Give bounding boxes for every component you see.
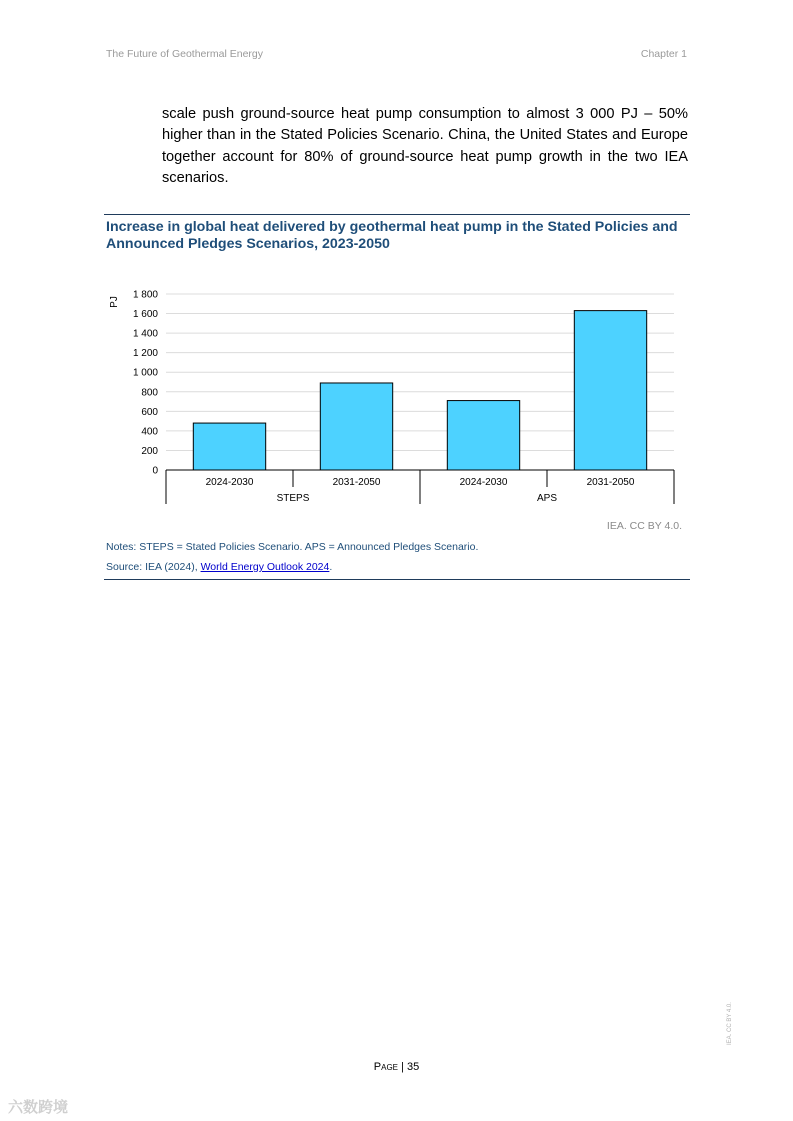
- y-tick-label: 800: [141, 387, 158, 399]
- figure-notes: Notes: STEPS = Stated Policies Scenario. APS = Announced Pledges Scenario.: [106, 541, 479, 553]
- running-header-chapter: Chapter 1: [640, 48, 687, 60]
- page-footer: Page | 35: [373, 1061, 420, 1073]
- body-paragraph: scale push ground-source heat pump consumption to almost 3 000 PJ – 50% higher than in the Stated Policies Scenario. China, the United States and Europe together account for 80% of ground-source heat pump growth in the two IEA scenarios.: [162, 106, 688, 186]
- source-suffix: .: [329, 561, 333, 573]
- x-tick-label: 2024-2030: [459, 477, 508, 488]
- bar-chart: [100, 280, 690, 515]
- y-tick-label: 400: [141, 426, 158, 438]
- bar: [574, 311, 646, 470]
- bar: [447, 401, 519, 470]
- y-tick-label: 1 200: [132, 348, 158, 360]
- y-tick-label: 600: [141, 406, 158, 418]
- figure-bottom-rule: [104, 579, 690, 580]
- figure-source: [106, 561, 332, 573]
- y-axis-label: PJ: [109, 296, 120, 308]
- x-tick-label: 2031-2050: [332, 477, 381, 488]
- y-tick-label: 200: [141, 445, 158, 457]
- x-tick-label: 2024-2030: [205, 477, 254, 488]
- watermark: 六数跨境: [8, 1099, 69, 1116]
- figure-top-rule: [104, 214, 690, 215]
- source-link[interactable]: World Energy Outlook 2024: [200, 561, 330, 573]
- figure-credit: IEA. CC BY 4.0.: [606, 520, 682, 532]
- source-prefix: Source: IEA (2024),: [106, 561, 201, 573]
- y-tick-label: 1 400: [132, 328, 158, 340]
- side-license-note: IEA. CC BY 4.0.: [727, 1002, 733, 1045]
- y-tick-label: 0: [152, 465, 158, 477]
- running-header-title: The Future of Geothermal Energy: [106, 48, 263, 60]
- page-label: Page: [373, 1061, 398, 1073]
- y-tick-label: 1 600: [132, 309, 158, 321]
- bar: [193, 423, 265, 470]
- y-tick-label: 1 800: [132, 289, 158, 301]
- y-tick-label: 1 000: [132, 367, 158, 379]
- bar: [320, 383, 392, 470]
- group-label: APS: [536, 493, 558, 504]
- page-number: 35: [406, 1061, 420, 1073]
- x-tick-label: 2031-2050: [586, 477, 635, 488]
- figure-title: Increase in global heat delivered by geothermal heat pump in the Stated Policies and Announced Pledges Scenarios, 2023-2050: [106, 219, 678, 252]
- group-label: STEPS: [276, 493, 310, 504]
